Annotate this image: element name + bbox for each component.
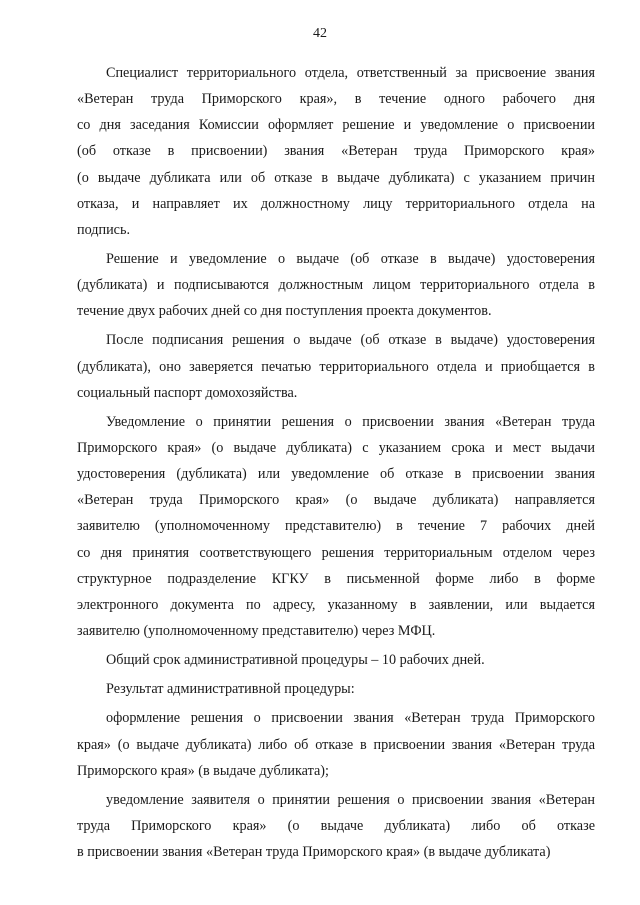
text-line: течение двух рабочих дней со дня поступления проекта документов. bbox=[77, 303, 492, 320]
text-line: После подписания решения о выдаче (об отказе в выдаче) удостоверения bbox=[106, 332, 595, 349]
text-line: удостоверения (дубликата) или уведомление об отказе в присвоении звания bbox=[77, 466, 595, 483]
text-line: электронного документа по адресу, указанному в заявлении, или выдается bbox=[77, 596, 595, 613]
page-number: 42 bbox=[313, 26, 327, 41]
text-line: подпись. bbox=[77, 221, 130, 238]
text-line: Специалист территориального отдела, ответственный за присвоение звания bbox=[106, 65, 595, 81]
text-line: (дубликата) и подписываются должностным лицом территориального отдела в bbox=[77, 277, 595, 294]
text-line: «Ветеран труда Приморского края», в течение одного рабочего дня bbox=[77, 91, 595, 108]
text-line: со дня заседания Комиссии оформляет решение и уведомление о присвоении bbox=[77, 117, 595, 134]
text-line: Уведомление о принятии решения о присвоении звания «Ветеран труда bbox=[106, 413, 595, 430]
text-line: труда Приморского края» (о выдаче дубликата) либо об отказе bbox=[77, 817, 595, 834]
text-line: со дня принятия соответствующего решения территориальным отделом через bbox=[77, 544, 595, 561]
text-line: края» (о выдаче дубликата) либо об отказе в присвоении звания «Ветеран труда bbox=[77, 736, 595, 753]
text-line: заявителю (уполномоченному представителю) в течение 7 рабочих дней bbox=[77, 518, 595, 535]
text-line: в присвоении звания «Ветеран труда Приморского края» (в выдаче дубликата) bbox=[77, 844, 551, 861]
text-line: заявителю (уполномоченному представителю) через МФЦ. bbox=[77, 622, 436, 639]
text-line: «Ветеран труда Приморского края» (о выдаче дубликата) направляется bbox=[77, 492, 595, 509]
text-line: (дубликата), оно заверяется печатью территориального отдела и приобщается в bbox=[77, 358, 595, 375]
document-body bbox=[77, 60, 595, 865]
text-line: Приморского края» (о выдаче дубликата) с указанием срока и мест выдачи bbox=[77, 439, 595, 456]
text-line: отказа, и направляет их должностному лицу территориального отдела на bbox=[77, 195, 595, 212]
text-line: Решение и уведомление о выдаче (об отказе в выдаче) удостоверения bbox=[106, 250, 595, 267]
text-line: (о выдаче дубликата или об отказе в выдаче дубликата) с указанием причин bbox=[77, 169, 595, 186]
text-line: уведомление заявителя о принятии решения о присвоении звания «Ветеран bbox=[106, 791, 595, 808]
text-line: оформление решения о присвоении звания «Ветеран труда Приморского bbox=[106, 710, 595, 727]
text-line: социальный паспорт домохозяйства. bbox=[77, 384, 298, 401]
text-line: структурное подразделение КГКУ в письменной форме либо в форме bbox=[77, 570, 595, 587]
text-line: Общий срок административной процедуры – 10 рабочих дней. bbox=[106, 652, 485, 669]
text-line: Результат административной процедуры: bbox=[106, 681, 355, 698]
text-line: Приморского края» (в выдаче дубликата); bbox=[77, 762, 329, 779]
text-line: (об отказе в присвоении) звания «Ветеран труда Приморского края» bbox=[77, 143, 595, 160]
